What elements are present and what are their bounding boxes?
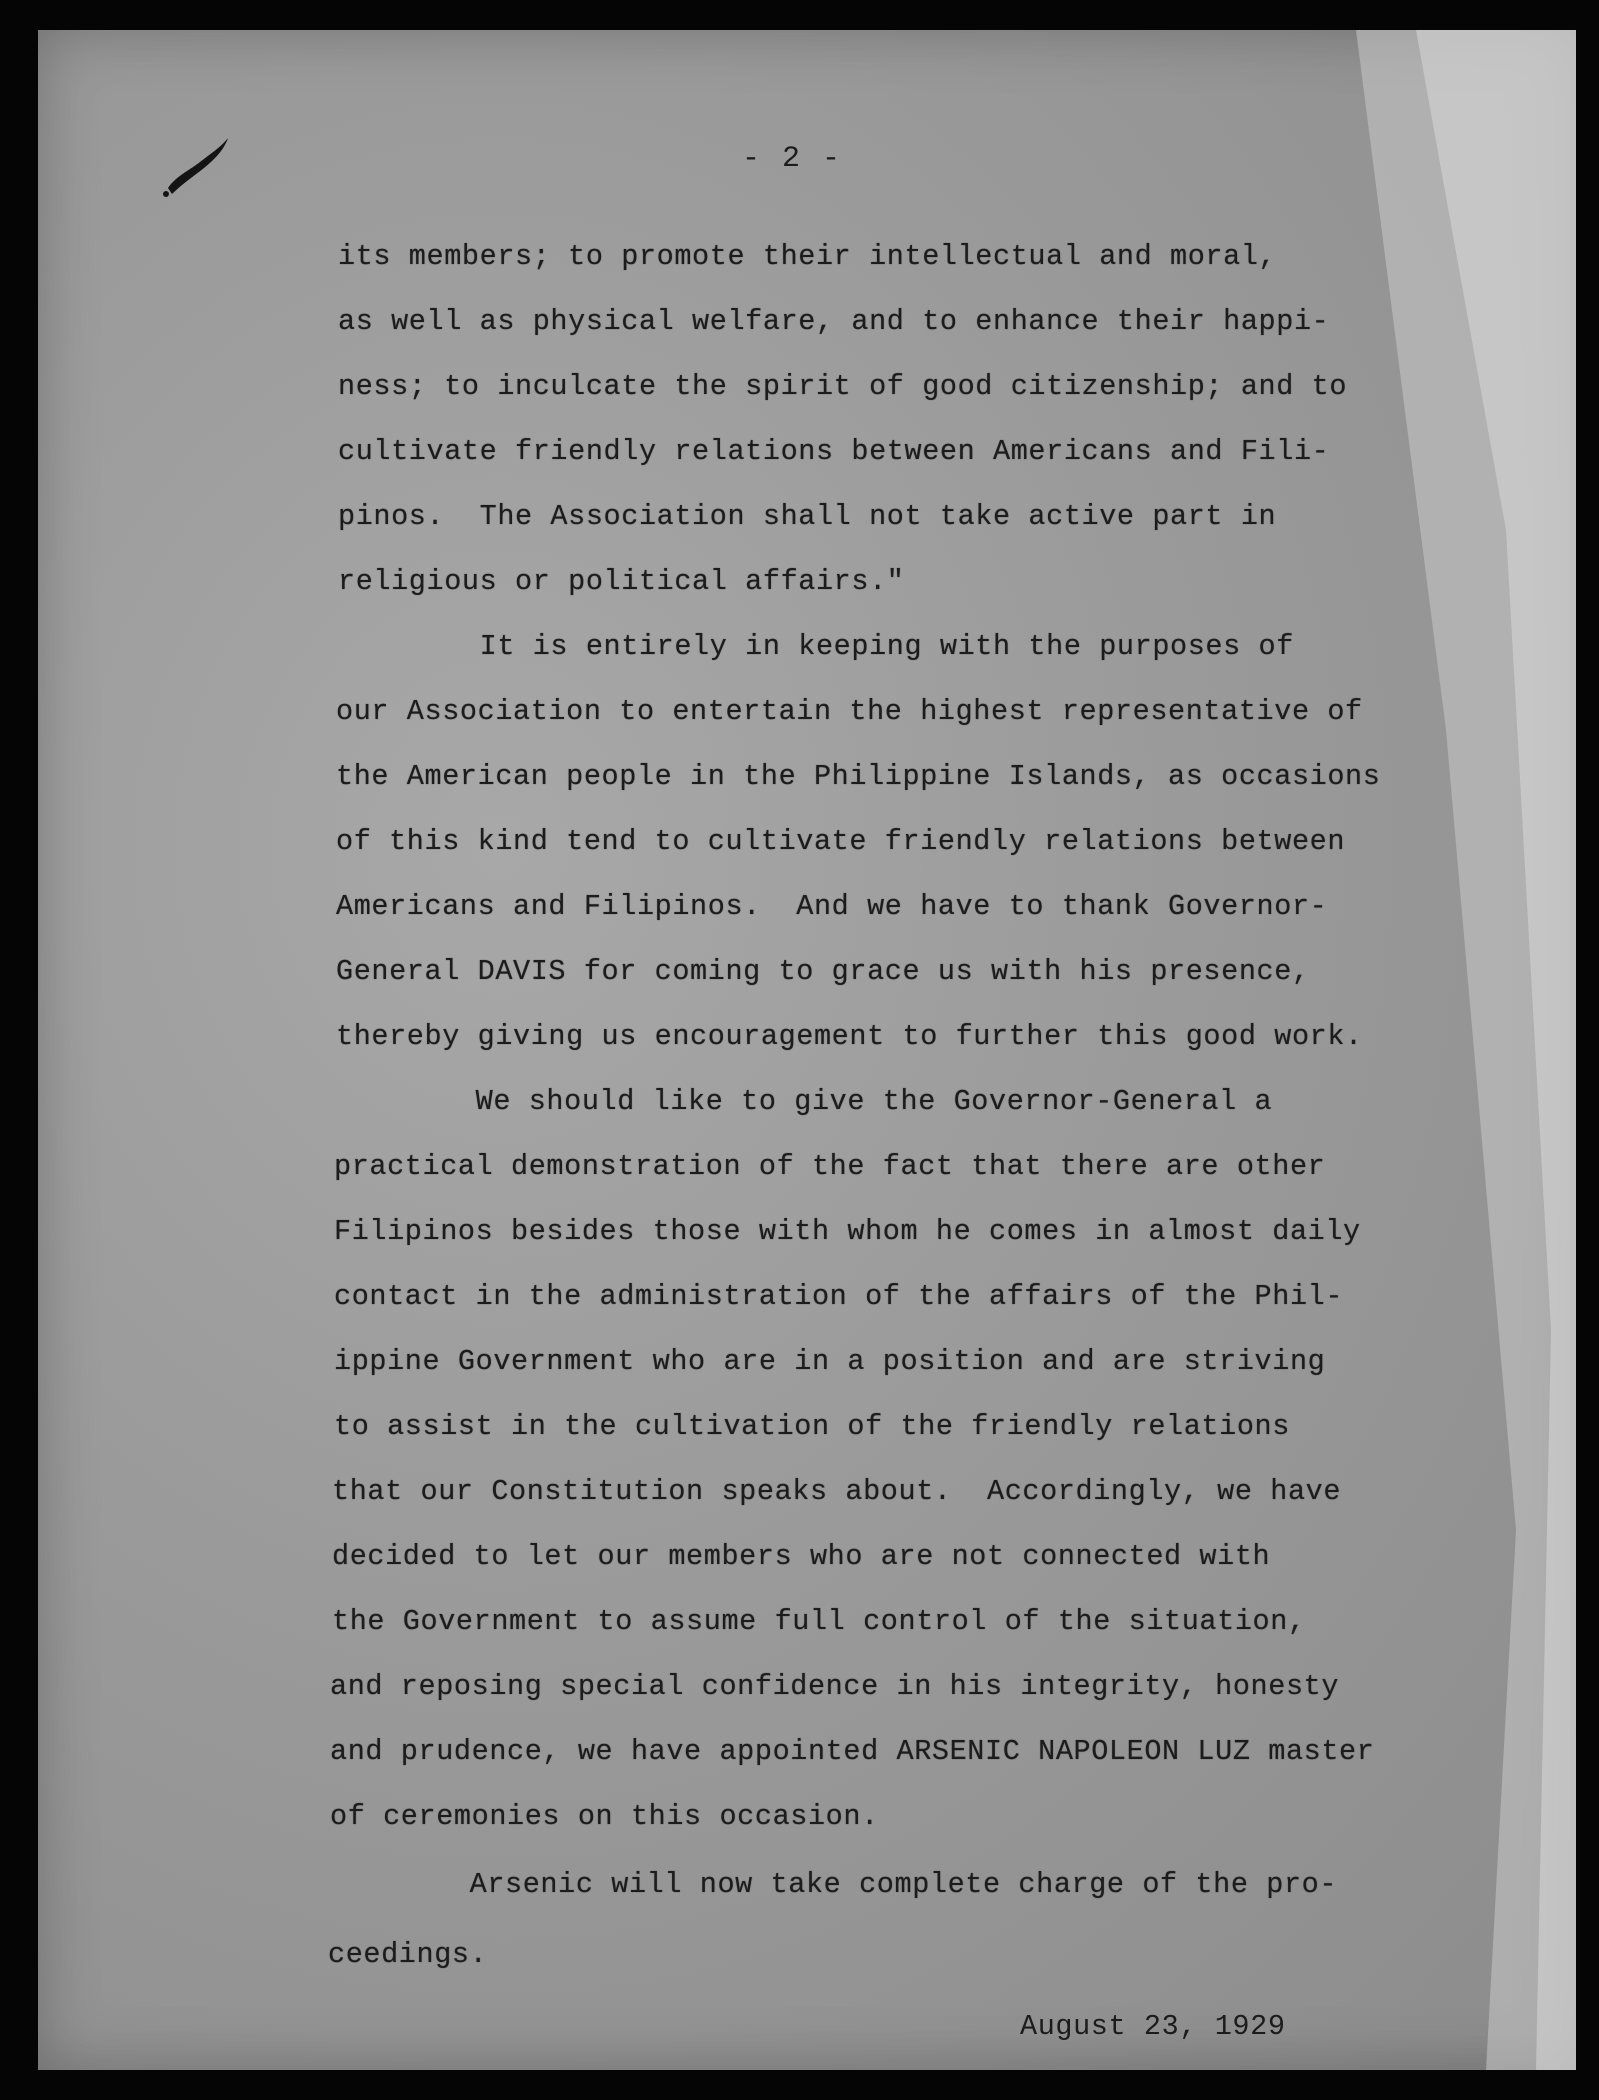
text-line: General DAVIS for coming to grace us with his presence, (336, 955, 1310, 988)
text-line: ceedings. (328, 1938, 488, 1971)
text-line: ness; to inculcate the spirit of good citizenship; and to (338, 370, 1348, 403)
text-line: of this kind tend to cultivate friendly relations between (336, 825, 1346, 858)
text-line: contact in the administration of the affairs of the Phil- (334, 1280, 1344, 1313)
text-line: its members; to promote their intellectual and moral, (338, 240, 1277, 273)
text-line: to assist in the cultivation of the friendly relations (334, 1410, 1290, 1443)
text-line: It is entirely in keeping with the purposes of (338, 630, 1294, 663)
text-line: ippine Government who are in a position and are striving (334, 1345, 1326, 1378)
text-line: and reposing special confidence in his integrity, honesty (330, 1670, 1340, 1703)
text-line: pinos. The Association shall not take active part in (338, 500, 1277, 533)
text-line: that our Constitution speaks about. Accordingly, we have (332, 1475, 1342, 1508)
text-line: as well as physical welfare, and to enhance their happi- (338, 305, 1330, 338)
text-line: religious or political affairs." (338, 565, 905, 598)
text-line: We should like to give the Governor-General a (334, 1085, 1273, 1118)
text-line: practical demonstration of the fact that there are other (334, 1150, 1326, 1183)
text-line: the Government to assume full control of the situation, (332, 1605, 1306, 1638)
text-line: Americans and Filipinos. And we have to thank Governor- (336, 890, 1328, 923)
ink-smudge (158, 130, 238, 200)
page-number: - 2 - (742, 142, 843, 176)
text-line: Filipinos besides those with whom he comes in almost daily (334, 1215, 1361, 1248)
text-line: decided to let our members who are not connected with (332, 1540, 1271, 1573)
text-line: cultivate friendly relations between Americans and Fili- (338, 435, 1330, 468)
text-line: our Association to entertain the highest representative of (336, 695, 1363, 728)
document-date: August 23, 1929 (1020, 2010, 1286, 2043)
text-line: of ceremonies on this occasion. (330, 1800, 879, 1833)
text-line: the American people in the Philippine Islands, as occasions (336, 760, 1381, 793)
text-line: Arsenic will now take complete charge of the pro- (328, 1868, 1338, 1901)
text-line: and prudence, we have appointed ARSENIC NAPOLEON LUZ master (330, 1735, 1375, 1768)
text-line: thereby giving us encouragement to further this good work. (336, 1020, 1363, 1053)
